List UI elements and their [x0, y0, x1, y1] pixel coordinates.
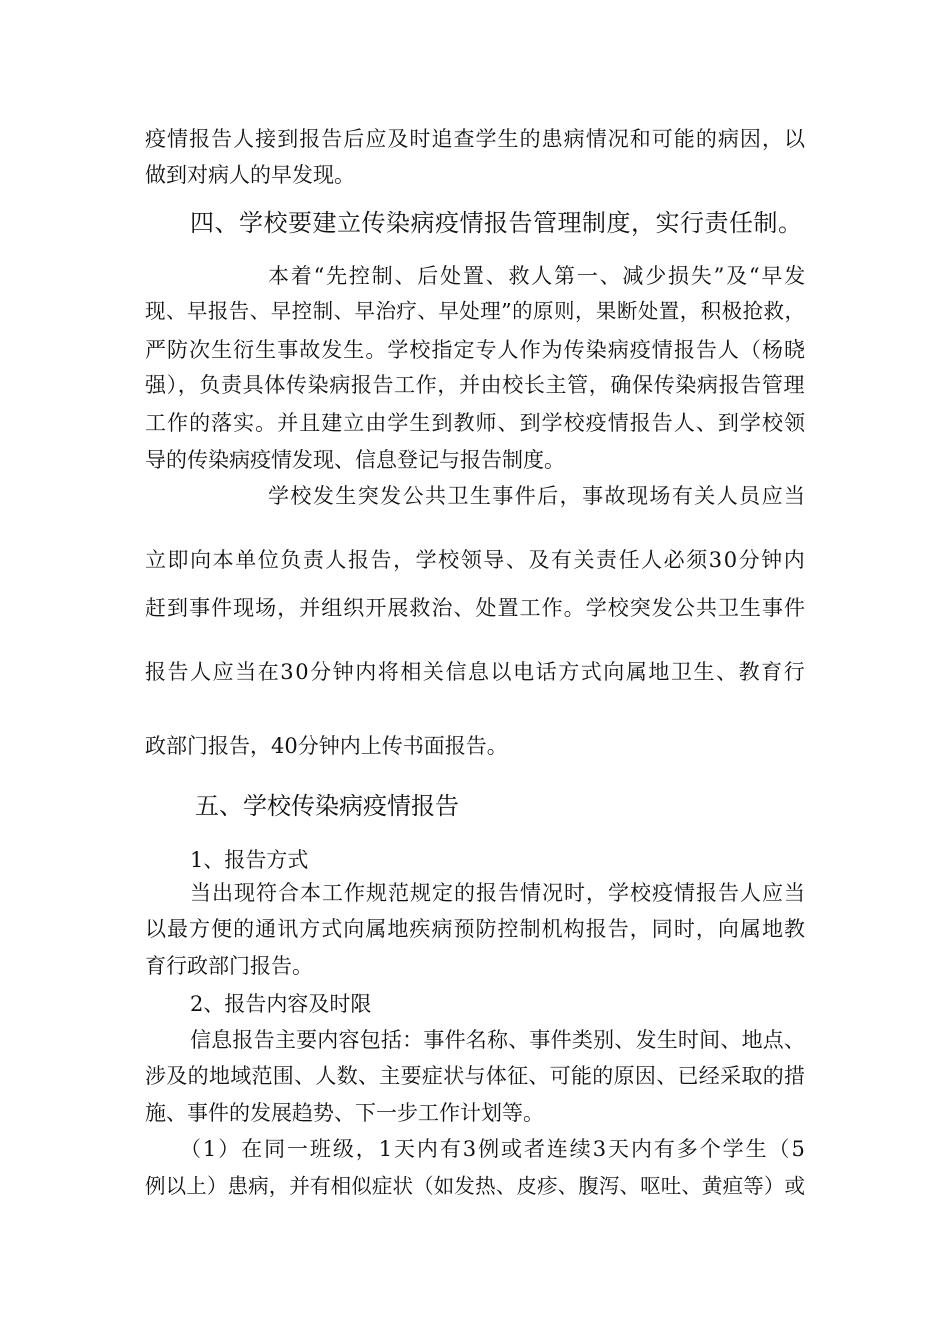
body-text-line: 现、早报告、早控制、早治疗、早处理”的原则，果断处置，积极抢救， — [145, 299, 806, 323]
body-text-line: 报告人应当在30分钟内将相关信息以电话方式向属地卫生、教育行 — [145, 660, 807, 684]
body-text-line: （1）在同一班级，1天内有3例或者连续3天内有多个学生（5 — [180, 1137, 807, 1161]
subsection-heading: 2、报告内容及时限 — [190, 992, 372, 1016]
subsection-heading: 1、报告方式 — [190, 848, 309, 872]
body-text-line: 强），负责具体传染病报告工作，并由校长主管，确保传染病报告管理 — [145, 373, 806, 397]
body-text-line: 赶到事件现场，并组织开展救治、处置工作。学校突发公共卫生事件 — [145, 596, 807, 620]
body-text-line: 当出现符合本工作规范规定的报告情况时，学校疫情报告人应当 — [190, 881, 806, 905]
section-heading: 五、学校传染病疫情报告 — [195, 792, 459, 820]
body-text-line: 育行政部门报告。 — [145, 954, 313, 978]
body-text-line: 立即向本单位负责人报告，学校领导、及有关责任人必须30分钟内 — [145, 548, 807, 572]
body-text-line: 本着“先控制、后处置、救人第一、减少损失”及“早发 — [268, 264, 807, 288]
body-text-line: 政部门报告，40分钟内上传书面报告。 — [145, 734, 508, 758]
section-heading: 四、学校要建立传染病疫情报告管理制度，实行责任制。 — [190, 209, 803, 237]
body-text-line: 例以上）患病，并有相似症状（如发热、皮疹、腹泻、呕吐、黄疸等）或 — [145, 1174, 806, 1198]
body-text-line: 严防次生衍生事故发生。学校指定专人作为传染病疫情报告人（杨晓 — [145, 338, 807, 362]
body-text-line: 疫情报告人接到报告后应及时追查学生的患病情况和可能的病因，以 — [145, 127, 807, 151]
body-text-line: 施、事件的发展趋势、下一步工作计划等。 — [145, 1101, 544, 1125]
body-text-line: 工作的落实。并且建立由学生到教师、到学校疫情报告人、到学校领 — [145, 411, 807, 435]
body-text-line: 涉及的地域范围、人数、主要症状与体征、可能的原因、已经采取的措 — [145, 1064, 806, 1088]
body-text-line: 以最方便的通讯方式向属地疾病预防控制机构报告，同时，向属地教 — [145, 917, 807, 941]
body-text-line: 学校发生突发公共卫生事件后，事故现场有关人员应当 — [268, 484, 807, 508]
body-text-line: 导的传染病疫情发现、信息登记与报告制度。 — [145, 448, 565, 472]
body-text-line: 做到对病人的早发现。 — [145, 163, 355, 187]
body-text-line: 信息报告主要内容包括：事件名称、事件类别、发生时间、地点、 — [190, 1028, 806, 1052]
